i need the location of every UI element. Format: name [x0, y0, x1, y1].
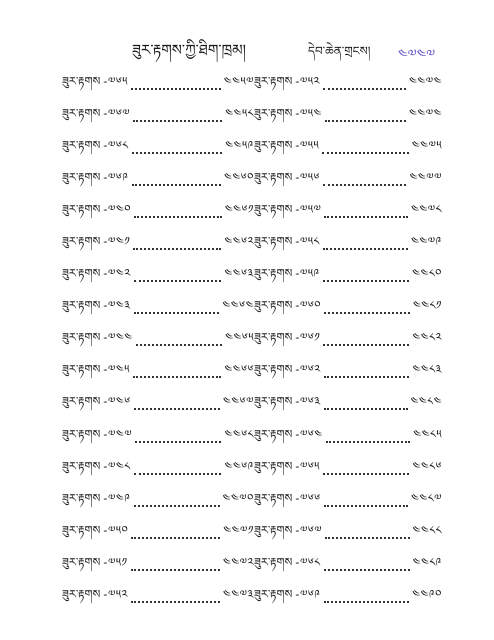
- entry-page: ༤༤༦༥: [225, 330, 254, 345]
- entry-label: ཟུར་རྟགས: [62, 137, 101, 152]
- entry-page: ༤༤༧༤: [408, 105, 442, 120]
- entry-ref: -༧༤༠: [103, 201, 132, 216]
- entry-page: ༤༤༥༨: [225, 105, 254, 120]
- page-header: [0, 34, 494, 64]
- entry-label: ཟུར་རྟགས: [254, 490, 293, 505]
- entry-page: ༤༤༦༧: [222, 394, 254, 409]
- entry-ref: -༧༥༡: [103, 554, 128, 569]
- toc-entry[interactable]: [254, 68, 442, 100]
- toc-list: [62, 68, 442, 614]
- entry-page: ༤༤༦༡: [224, 201, 254, 216]
- dot-leader: [324, 407, 408, 410]
- entry-ref: -༧༦༢: [295, 362, 321, 377]
- entry-ref: -༧༥༧: [295, 201, 322, 216]
- dot-leader: [132, 183, 221, 186]
- toc-entry[interactable]: [62, 389, 254, 421]
- dot-leader: [134, 407, 220, 410]
- dot-leader: [131, 600, 220, 603]
- dot-leader: [322, 151, 409, 154]
- dot-leader: [326, 440, 411, 443]
- entry-label: ཟུར་རྟགས: [62, 266, 101, 281]
- dot-leader: [133, 375, 221, 378]
- entry-label: ཟུར་རྟགས: [62, 554, 101, 569]
- toc-entry[interactable]: [62, 293, 254, 325]
- entry-label: ཟུར་རྟགས: [254, 73, 293, 88]
- toc-entry[interactable]: [254, 582, 442, 614]
- dot-leader: [132, 151, 223, 154]
- entry-page: ༤༤༧༥: [411, 137, 442, 152]
- entry-page: ༤༤༦༠: [223, 169, 254, 184]
- entry-ref: -༧༤༥: [103, 362, 130, 377]
- entry-label: ཟུར་རྟགས: [62, 426, 101, 441]
- dot-leader: [324, 215, 408, 218]
- entry-page: ༤༤༦༢: [224, 234, 254, 249]
- entry-ref: -༧༦༥: [295, 458, 320, 473]
- dot-leader: [136, 343, 223, 346]
- toc-entry[interactable]: [62, 132, 254, 164]
- entry-label: ཟུར་རྟགས: [62, 105, 101, 120]
- entry-label: ཟུར་རྟགས: [254, 266, 293, 281]
- entry-page: ༤༤༦༩: [224, 458, 254, 473]
- entry-label: ཟུར་རྟགས: [254, 201, 293, 216]
- entry-page: ༤༤༧༩: [411, 234, 442, 249]
- entry-label: ཟུར་རྟགས: [62, 458, 101, 473]
- entry-label: ཟུར་རྟགས: [254, 137, 293, 152]
- entry-page: ༤༤༨༣: [412, 362, 442, 377]
- entry-page: ༤༤༧༢: [222, 554, 254, 569]
- dot-leader: [325, 536, 409, 539]
- dot-leader: [131, 87, 221, 90]
- entry-ref: -༧༥༩: [295, 266, 320, 281]
- entry-page: ༤༤༧༡: [223, 522, 254, 537]
- entry-page: ༤༤༦༣: [224, 266, 254, 281]
- entry-label: ཟུར་རྟགས: [254, 169, 293, 184]
- toc-entry[interactable]: [62, 261, 254, 293]
- entry-page: ༤༤༨༩: [412, 554, 442, 569]
- entry-label: ཟུར་རྟགས: [62, 201, 101, 216]
- entry-label: ཟུར་རྟགས: [254, 458, 293, 473]
- toc-entry[interactable]: [254, 293, 442, 325]
- toc-entry[interactable]: [62, 485, 254, 517]
- dot-leader: [134, 311, 220, 314]
- dot-leader: [324, 504, 408, 507]
- toc-entry[interactable]: [254, 164, 442, 196]
- entry-page: ༤༤༥༧: [223, 73, 254, 88]
- entry-page: ༤༤༧༨: [411, 201, 442, 216]
- toc-entry[interactable]: [254, 357, 442, 389]
- dot-leader: [324, 600, 410, 603]
- dot-leader: [134, 504, 220, 507]
- entry-ref: -༧༤༣: [103, 298, 131, 313]
- entry-page: ༤༤༩༠: [412, 587, 442, 602]
- toc-entry[interactable]: [62, 421, 254, 453]
- entry-label: ཟུར་རྟགས: [254, 105, 293, 120]
- toc-entry[interactable]: [254, 228, 442, 260]
- entry-page: ༤༤༨༡: [412, 298, 442, 313]
- entry-page: ༤༤༨༨: [412, 522, 442, 537]
- entry-ref: -༧༦༨: [103, 137, 129, 152]
- entry-label: ཟུར་རྟགས: [62, 234, 101, 249]
- toc-entry[interactable]: [254, 549, 442, 581]
- toc-entry[interactable]: [62, 325, 254, 357]
- entry-label: ཟུར་རྟགས: [254, 330, 293, 345]
- page-title: ཟུར་རྟགས་ཀྱི་ཐིག་ཁྲམ།: [132, 41, 246, 59]
- entry-label: ཟུར་རྟགས: [254, 522, 293, 537]
- toc-entry[interactable]: [254, 485, 442, 517]
- toc-entry[interactable]: [62, 582, 254, 614]
- entry-page: ༤༤༧༤: [408, 73, 442, 88]
- entry-ref: -༧༦༡: [295, 330, 321, 345]
- page-subtitle: དེབ་ཆེན་གྲངས།: [308, 44, 371, 58]
- entry-label: ཟུར་རྟགས: [62, 394, 101, 409]
- entry-page: ༤༤༨༠: [412, 266, 442, 281]
- dot-leader: [135, 440, 221, 443]
- entry-label: ཟུར་རྟགས: [62, 330, 101, 345]
- entry-ref: -༧༦༠: [295, 298, 322, 313]
- page-number: ༤༧༤༧: [398, 47, 436, 63]
- entry-ref: -༧༥༥: [295, 137, 320, 152]
- entry-ref: -༧༤༩: [103, 490, 131, 505]
- dot-leader: [134, 279, 222, 282]
- entry-ref: -༧༥༢: [295, 73, 320, 88]
- entry-ref: -༧༦༩: [295, 587, 321, 602]
- entry-page: ༤༤༧༧: [409, 169, 442, 184]
- entry-page: ༤༤༨༢: [412, 330, 442, 345]
- entry-ref: -༧༤༨: [103, 458, 131, 473]
- entry-ref: -༧༥༨: [295, 234, 320, 249]
- dot-leader: [133, 119, 222, 122]
- dot-leader: [324, 568, 410, 571]
- toc-entry[interactable]: [62, 453, 254, 485]
- entry-label: ཟུར་རྟགས: [62, 298, 101, 313]
- entry-ref: -༧༤༦: [103, 394, 131, 409]
- entry-ref: -༧༥༢: [103, 587, 128, 602]
- toc-entry[interactable]: [62, 196, 254, 228]
- dot-leader: [131, 568, 220, 571]
- toc-entry[interactable]: [62, 164, 254, 196]
- dot-leader: [133, 247, 221, 250]
- dot-leader: [325, 119, 406, 122]
- entry-ref: -༧༦༧: [103, 105, 131, 120]
- entry-label: ཟུར་རྟགས: [254, 298, 293, 313]
- toc-entry[interactable]: [62, 228, 254, 260]
- dot-leader: [134, 472, 222, 475]
- entry-label: ཟུར་རྟགས: [254, 554, 293, 569]
- entry-label: ཟུར་རྟགས: [62, 169, 101, 184]
- toc-entry[interactable]: [62, 517, 254, 549]
- dot-leader: [323, 247, 408, 250]
- entry-label: ཟུར་རྟགས: [62, 362, 101, 377]
- entry-ref: -༧༦༦: [295, 490, 321, 505]
- entry-ref: -༧༦༣: [295, 394, 321, 409]
- entry-page: ༤༤༨༧: [411, 490, 442, 505]
- entry-label: ཟུར་རྟགས: [254, 362, 293, 377]
- entry-ref: -༧༥༠: [103, 522, 129, 537]
- entry-label: ཟུར་རྟགས: [254, 234, 293, 249]
- entry-label: ཟུར་རྟགས: [62, 73, 101, 88]
- entry-label: ཟུར་རྟགས: [254, 587, 293, 602]
- entry-ref: -༧༤༡: [103, 234, 131, 249]
- toc-entry[interactable]: [254, 132, 442, 164]
- entry-ref: -༧༥༦: [295, 169, 320, 184]
- dot-leader: [134, 215, 222, 218]
- toc-entry[interactable]: [62, 549, 254, 581]
- toc-entry[interactable]: [62, 357, 254, 389]
- entry-page: ༤༤༦༤: [222, 298, 254, 313]
- entry-label: ཟུར་རྟགས: [62, 522, 101, 537]
- toc-entry[interactable]: [254, 100, 442, 132]
- dot-leader: [323, 87, 406, 90]
- toc-entry[interactable]: [254, 453, 442, 485]
- toc-entry[interactable]: [254, 517, 442, 549]
- toc-entry[interactable]: [62, 68, 254, 100]
- dot-leader: [323, 472, 410, 475]
- entry-label: ཟུར་རྟགས: [254, 426, 293, 441]
- entry-page: ༤༤༦༦: [224, 362, 254, 377]
- toc-entry[interactable]: [254, 421, 442, 453]
- entry-ref: -༧༤༧: [103, 426, 133, 441]
- entry-ref: -༧༤༤: [103, 330, 133, 345]
- entry-ref: -༧༦༩: [103, 169, 129, 184]
- entry-label: ཟུར་རྟགས: [254, 394, 293, 409]
- dot-leader: [323, 279, 409, 282]
- toc-entry[interactable]: [254, 261, 442, 293]
- dot-leader: [324, 311, 410, 314]
- entry-label: ཟུར་རྟགས: [62, 490, 101, 505]
- entry-page: ༤༤༧༠: [222, 490, 254, 505]
- entry-page: ༤༤༧༣: [222, 587, 254, 602]
- entry-page: ༤༤༦༨: [224, 426, 254, 441]
- entry-ref: -༧༦༨: [295, 554, 321, 569]
- entry-ref: -༧༦༥: [103, 73, 128, 88]
- dot-leader: [323, 343, 409, 346]
- entry-ref: -༧༤༢: [103, 266, 131, 281]
- toc-entry[interactable]: [254, 389, 442, 421]
- entry-ref: -༧༦༧: [295, 522, 323, 537]
- entry-page: ༤༤༨༦: [412, 458, 442, 473]
- entry-page: ༤༤༨༥: [413, 426, 442, 441]
- entry-page: ༤༤༥༩: [225, 137, 254, 152]
- entry-ref: -༧༥༤: [295, 105, 322, 120]
- toc-entry[interactable]: [62, 100, 254, 132]
- toc-entry[interactable]: [254, 196, 442, 228]
- entry-page: ༤༤༨༤: [410, 394, 442, 409]
- dot-leader: [324, 375, 410, 378]
- entry-ref: -༧༦༤: [295, 426, 323, 441]
- toc-entry[interactable]: [254, 325, 442, 357]
- dot-leader: [323, 183, 407, 186]
- dot-leader: [131, 536, 220, 539]
- entry-label: ཟུར་རྟགས: [62, 587, 101, 602]
